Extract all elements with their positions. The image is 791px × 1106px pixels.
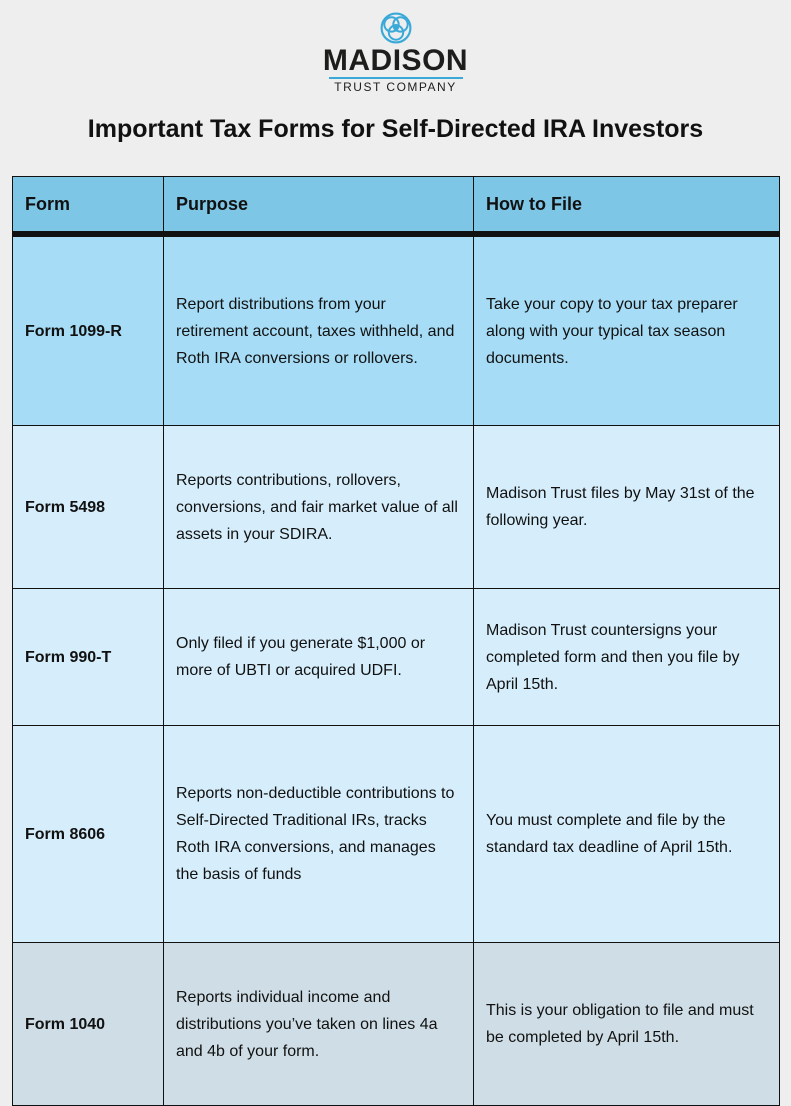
column-header-form: Form xyxy=(13,177,164,235)
madison-logo-icon xyxy=(378,10,414,46)
form-name-cell: Form 990-T xyxy=(13,589,164,726)
table-row xyxy=(13,426,780,589)
purpose-cell: Reports individual income and distributions you’ve taken on lines 4a and 4b of your form. xyxy=(164,943,474,1106)
table-row xyxy=(13,234,780,426)
how-to-file-cell: This is your obligation to file and must be completed by April 15th. xyxy=(474,943,780,1106)
form-name-cell: Form 5498 xyxy=(13,426,164,589)
brand-tagline: TRUST COMPANY xyxy=(334,80,457,94)
how-to-file-cell: Madison Trust countersigns your completed form and then you file by April 15th. xyxy=(474,589,780,726)
how-to-file-cell: You must complete and file by the standard tax deadline of April 15th. xyxy=(474,726,780,943)
tax-forms-table xyxy=(12,176,780,1106)
page-title: Important Tax Forms for Self-Directed IRA Investors xyxy=(87,115,704,143)
how-to-file-cell: Take your copy to your tax preparer along with your typical tax season documents. xyxy=(474,234,780,426)
column-header-how-to-file: How to File xyxy=(474,177,780,235)
form-name-cell: Form 8606 xyxy=(13,726,164,943)
brand-name: MADISON xyxy=(322,44,469,77)
purpose-cell: Reports non-deductible contributions to Self-Directed Traditional IRs, tracks Roth IRA conversions, and manages the basis of funds xyxy=(164,726,474,943)
form-name-cell: Form 1099-R xyxy=(13,234,164,426)
brand-logo xyxy=(0,10,791,94)
column-header-purpose: Purpose xyxy=(164,177,474,235)
how-to-file-cell: Madison Trust files by May 31st of the following year. xyxy=(474,426,780,589)
form-name-cell: Form 1040 xyxy=(13,943,164,1106)
table-row xyxy=(13,589,780,726)
purpose-cell: Reports contributions, rollovers, conversions, and fair market value of all assets in your SDIRA. xyxy=(164,426,474,589)
purpose-cell: Only filed if you generate $1,000 or more of UBTI or acquired UDFI. xyxy=(164,589,474,726)
table-row xyxy=(13,726,780,943)
table-header-row xyxy=(13,177,780,235)
brand-divider xyxy=(329,77,463,79)
table-row xyxy=(13,943,780,1106)
purpose-cell: Report distributions from your retirement account, taxes withheld, and Roth IRA conversions or rollovers. xyxy=(164,234,474,426)
